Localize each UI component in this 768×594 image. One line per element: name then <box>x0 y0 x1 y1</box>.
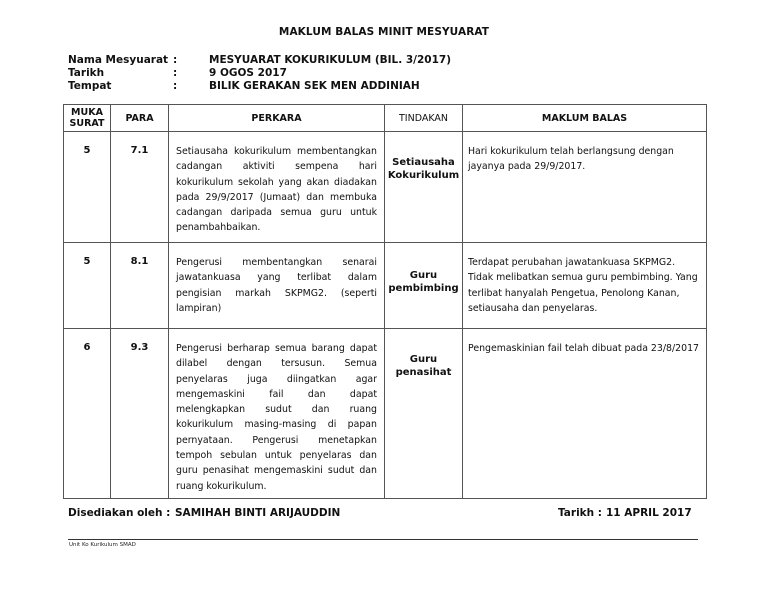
prepared-by-label: Disediakan oleh : <box>68 507 171 519</box>
header-perkara: PERKARA <box>169 105 385 132</box>
cell-perkara: Pengerusi membentangkan senarai jawatankuasa yang terlibat dalam pengisian markah SKPMG2. (seperti lampiran) <box>169 243 385 329</box>
prepared-by-name: SAMIHAH BINTI ARIJAUDDIN <box>175 507 341 519</box>
cell-tindakan: Guru penasihat <box>385 329 463 499</box>
date-label: Tarikh : <box>558 507 602 519</box>
document-title: MAKLUM BALAS MINIT MESYUARAT <box>278 26 490 38</box>
meta-label: Tarikh <box>68 67 105 79</box>
header-muka-surat: MUKA SURAT <box>64 105 111 132</box>
footer-divider <box>68 539 698 540</box>
cell-para: 8.1 <box>111 243 169 329</box>
cell-perkara: Pengerusi berharap semua barang dapat dilabel dengan tersusun. Semua penyelaras juga diingatkan agar mengemaskini fail dan dapat melengkapkan sudut dan ruang kokurikulum masing-masing di papan pernyataan. Pengerusi menetapkan tempoh sebulan untuk penyelaras dan guru penasihat mengemaskini sudut dan ruang kokurikulum. <box>169 329 385 499</box>
table-header-row <box>64 105 707 132</box>
cell-maklum-balas: Terdapat perubahan jawatankuasa SKPMG2. Tidak melibatkan semua guru pembimbing. Yang terlibat hanyalah Pengetua, Penolong Kanan, setiausaha dan penyelaras. <box>463 243 707 329</box>
cell-maklum-balas: Hari kokurikulum telah berlangsung dengan jayanya pada 29/9/2017. <box>463 132 707 243</box>
meta-value: MESYUARAT KOKURIKULUM (BIL. 3/2017) <box>209 54 452 66</box>
meta-label: Nama Mesyuarat <box>68 54 169 66</box>
table-row <box>64 243 707 329</box>
minutes-feedback-table <box>63 104 707 499</box>
meta-value: 9 OGOS 2017 <box>209 67 287 79</box>
cell-perkara: Setiausaha kokurikulum membentangkan cadangan aktiviti sempena hari kokurikulum sekolah yang akan diadakan pada 29/9/2017 (Jumaat) dan membuka cadangan daripada semua guru untuk penambahbaikan. <box>169 132 385 243</box>
header-para: PARA <box>111 105 169 132</box>
meta-label: Tempat <box>68 80 112 92</box>
meta-colon: : <box>173 54 178 66</box>
cell-muka-surat: 6 <box>64 329 111 499</box>
cell-para: 7.1 <box>111 132 169 243</box>
header-maklum-balas: MAKLUM BALAS <box>463 105 707 132</box>
cell-maklum-balas: Pengemaskinian fail telah dibuat pada 23/8/2017 <box>463 329 707 499</box>
cell-muka-surat: 5 <box>64 132 111 243</box>
table-row <box>64 132 707 243</box>
cell-tindakan: Setiausaha Kokurikulum <box>385 132 463 243</box>
date-value: 11 APRIL 2017 <box>606 507 692 519</box>
cell-muka-surat: 5 <box>64 243 111 329</box>
unit-note: Unit Ko Kurikulum SMAD <box>69 542 136 548</box>
meta-value: BILIK GERAKAN SEK MEN ADDINIAH <box>209 80 420 92</box>
cell-para: 9.3 <box>111 329 169 499</box>
header-tindakan: TINDAKAN <box>385 105 463 132</box>
meta-colon: : <box>173 67 178 79</box>
table-row <box>64 329 707 499</box>
cell-tindakan: Guru pembimbing <box>385 243 463 329</box>
meta-colon: : <box>173 80 178 92</box>
